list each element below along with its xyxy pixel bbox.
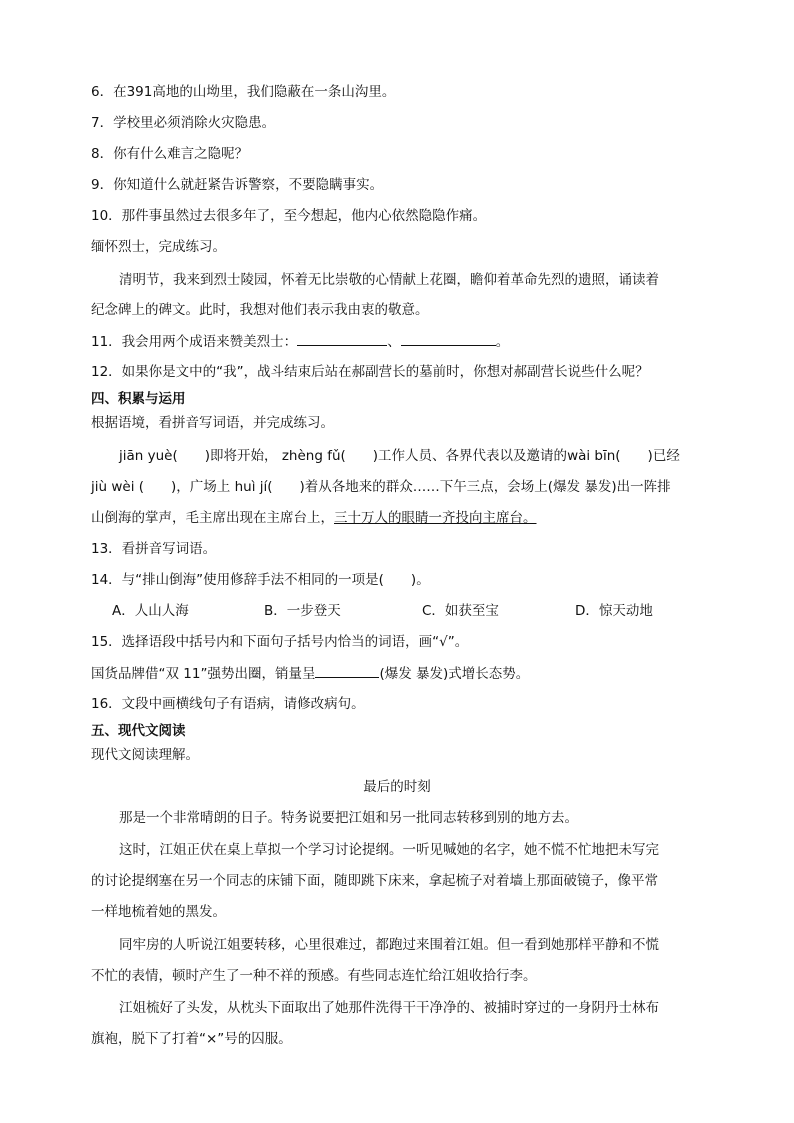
question-13: 13．看拼音写词语。 [91, 541, 217, 557]
pinyin-jianyue: jiān yuè( [119, 448, 178, 464]
paragraph-plain-text: 山倒海的掌声，毛主席出现在主席台上， [91, 510, 334, 526]
question-10: 10．那件事虽然过去很多年了，至今想起，他内心依然隐隐作痛。 [91, 208, 487, 224]
passage-paragraph-4-line2: 旗袍，脱下了打着“×”号的囚服。 [91, 1031, 292, 1047]
pinyin-text-4: )，广场上 [144, 479, 231, 495]
passage-paragraph-3-line2: 不忙的表情，顿时产生了一种不祥的预感。有些同志连忙给江姐收拾行李。 [91, 968, 537, 984]
memorial-paragraph-line1: 清明节，我来到烈士陵园，怀着无比崇敬的心情献上花圈，瞻仰着革命先烈的遗照，诵读着 [119, 272, 659, 288]
word-choice-blank[interactable] [315, 663, 379, 678]
question-8: 8．你有什么难言之隐呢？ [91, 146, 249, 162]
passage-paragraph-3-line1: 同牢房的人听说江姐要转移，心里很难过，都跑过来围着江姐。但一看到她那样平静和不慌 [119, 937, 659, 953]
question-11-end: 。 [495, 334, 510, 350]
passage-paragraph-2-line1: 这时，江姐正伏在桌上草拟一个学习讨论提纲。一听见喊她的名字，她不慌不忙地把未写完 [119, 842, 659, 858]
question-9: 9．你知道什么就赶紧告诉警察，不要隐瞒事实。 [91, 177, 384, 193]
question-15-sentence-suffix: (爆发 暴发)式增长态势。 [379, 666, 530, 682]
question-7: 7．学校里必须消除火灾隐患。 [91, 115, 276, 131]
section-4-intro: 根据语境，看拼音写词语，并完成练习。 [91, 415, 334, 431]
pinyin-paragraph-line3 [91, 508, 537, 528]
passage-paragraph-2-line2: 的讨论提纲塞在另一个同志的床铺下面，随即跳下床来，拿起梳子对着墙上那面破镜子，像平常 [91, 873, 658, 889]
pinyin-paragraph-line2 [91, 477, 671, 497]
question-6: 6．在391高地的山坳里，我们隐蔽在一条山沟里。 [91, 84, 396, 100]
passage-paragraph-4-line1: 江姐梳好了头发，从枕头下面取出了她那件洗得干干净净的、被捕时穿过的一身阴丹士林布 [119, 1000, 659, 1016]
pinyin-huiji: huì jí( [234, 479, 273, 495]
underlined-sentence: 三十万人的眼睛一齐投向主席台。 [334, 510, 537, 526]
pinyin-zhengfu: zhèng fǔ( [281, 448, 346, 464]
pinyin-waibin: wài bīn( [567, 448, 621, 464]
idiom-blank-1[interactable] [297, 331, 387, 346]
passage-paragraph-2-line3: 一样地梳着她的黑发。 [91, 904, 226, 920]
question-11-text: 11．我会用两个成语来赞美烈士： [91, 334, 298, 350]
passage-paragraph-1: 那是一个非常晴朗的日子。特务说要把江姐和另一批同志转移到别的地方去。 [119, 810, 578, 826]
idiom-blank-2[interactable] [401, 331, 496, 346]
question-14-options [112, 601, 653, 621]
question-16: 16．文段中画横线句子有语病，请修改病句。 [91, 696, 365, 712]
question-15-sentence [91, 663, 529, 684]
pinyin-text-5: )着从各地来的群众……下午三点，会场上(爆发 暴发)出一阵排 [272, 479, 671, 495]
section-5-intro: 现代文阅读理解。 [91, 747, 199, 763]
pinyin-text-1: )即将开始， [177, 448, 278, 464]
option-d[interactable]: D．惊天动地 [575, 603, 653, 619]
memorial-intro: 缅怀烈士，完成练习。 [91, 239, 226, 255]
passage-title: 最后的时刻 [363, 779, 431, 795]
section-5-heading: 五、现代文阅读 [91, 723, 186, 739]
pinyin-paragraph-line1 [119, 446, 680, 466]
pinyin-jiuwei: jiù wèi ( [91, 479, 145, 495]
option-a[interactable]: A．人山人海 [112, 603, 189, 619]
option-c[interactable]: C．如获至宝 [422, 603, 499, 619]
pinyin-text-3: )已经 [620, 448, 680, 464]
section-4-heading: 四、积累与运用 [91, 391, 186, 407]
question-12: 12．如果你是文中的“我”，战斗结束后站在郝副营长的墓前时，你想对郝副营长说些什么呢？ [91, 364, 649, 380]
option-b[interactable]: B．一步登天 [264, 603, 341, 619]
question-15: 15．选择语段中括号内和下面句子括号内恰当的词语，画“√”。 [91, 634, 469, 650]
question-11 [91, 331, 509, 352]
pinyin-text-2: )工作人员、各界代表以及邀请的 [345, 448, 568, 464]
question-15-sentence-prefix: 国货品牌借“双 11”强势出圈，销量呈 [91, 666, 316, 682]
memorial-paragraph-line2: 纪念碑上的碑文。此时，我想对他们表示我由衷的敬意。 [91, 302, 429, 318]
question-14: 14．与“排山倒海”使用修辞手法不相同的一项是( )。 [91, 572, 430, 588]
question-11-separator: 、 [387, 334, 401, 350]
